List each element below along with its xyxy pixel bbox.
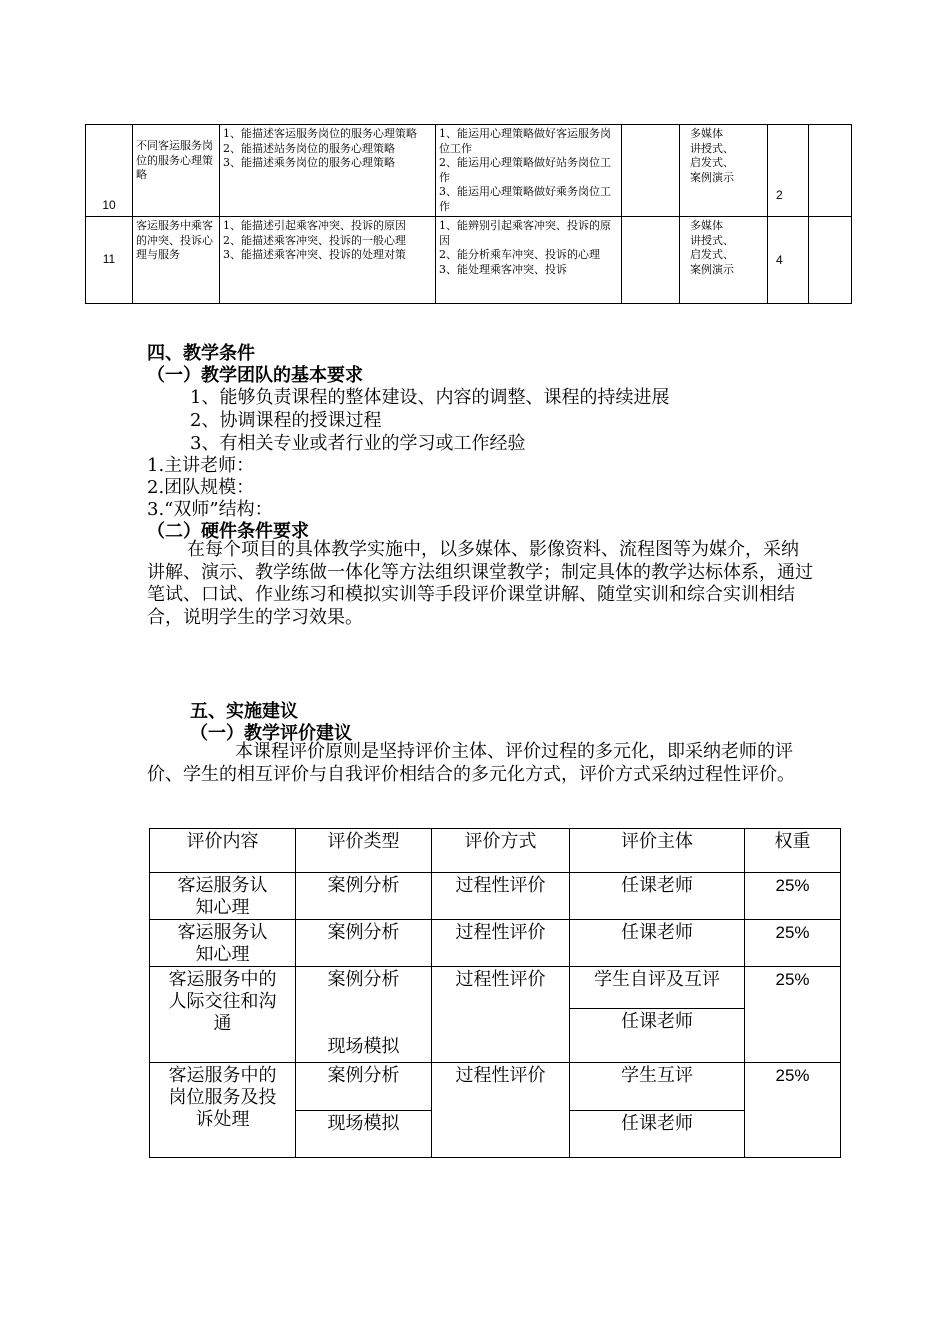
blank-cell [622, 125, 680, 217]
requirement-item: 3、有相关专业或者行业的学习或工作经验 [190, 433, 526, 454]
eval-weight: 25% [745, 967, 841, 1063]
eval-weight: 25% [745, 873, 841, 920]
table-row [86, 125, 852, 217]
row-number: 11 [86, 217, 133, 304]
team-item: 2.团队规模： [147, 477, 255, 498]
eval-type: 案例分析 [296, 967, 432, 1009]
blank-cell [809, 125, 852, 217]
evaluation-paragraph: 本课程评价原则是坚持评价主体、评价过程的多元化，即采纳老师的评价、学生的相互评价与自我评价相结合的多元化方式，评价方式采纳过程性评价。 [147, 741, 795, 785]
eval-content: 客运服务认知心理 [150, 873, 296, 920]
eval-subject: 任课老师 [570, 1111, 745, 1158]
eval-content: 客运服务认知心理 [150, 920, 296, 967]
table-row [150, 1063, 841, 1111]
section-4-title: 四、教学条件 [147, 343, 255, 364]
header-subject: 评价主体 [570, 829, 745, 873]
teaching-plan-table [85, 124, 852, 304]
eval-type: 现场模拟 [296, 1009, 432, 1063]
section-4-sub1: （一）教学团队的基本要求 [147, 365, 363, 386]
eval-type: 案例分析 [296, 1063, 432, 1111]
row-number: 10 [86, 125, 133, 217]
header-type: 评价类型 [296, 829, 432, 873]
eval-method: 过程性评价 [432, 1063, 570, 1158]
skills-cell: 1、能运用心理策略做好客运服务岗位工作 2、能运用心理策略做好站务岗位工作 3、能运用心理策略做好乘务岗位工作 [436, 125, 622, 217]
evaluation-table [149, 828, 841, 1158]
knowledge-cell: 1、能描述引起乘客冲突、投诉的原因 2、能描述乘客冲突、投诉的一般心理 3、能描述乘客冲突、投诉的处理对策 [220, 217, 436, 304]
header-weight: 权重 [745, 829, 841, 873]
section-5-title: 五、实施建议 [190, 701, 298, 722]
eval-subject: 学生自评及互评 [570, 967, 745, 1009]
eval-weight: 25% [745, 1063, 841, 1158]
knowledge-cell: 1、能描述客运服务岗位的服务心理策略 2、能描述站务岗位的服务心理策略 3、能描述乘务岗位的服务心理策略 [220, 125, 436, 217]
eval-type: 现场模拟 [296, 1111, 432, 1158]
eval-method: 过程性评价 [432, 920, 570, 967]
table-row [150, 967, 841, 1009]
eval-subject: 任课老师 [570, 1009, 745, 1063]
table-row [150, 920, 841, 967]
team-item: 3.“双师”结构： [147, 499, 273, 520]
eval-method: 过程性评价 [432, 873, 570, 920]
eval-subject: 学生互评 [570, 1063, 745, 1111]
topic-cell: 客运服务中乘客的冲突、投诉心理与服务 [133, 217, 220, 304]
eval-subject: 任课老师 [570, 873, 745, 920]
eval-method: 过程性评价 [432, 967, 570, 1063]
team-item: 1.主讲老师： [147, 455, 255, 476]
table-row [86, 217, 852, 304]
header-content: 评价内容 [150, 829, 296, 873]
section-4-sub2: （二）硬件条件要求 [147, 521, 309, 542]
eval-content: 客运服务中的岗位服务及投诉处理 [150, 1063, 296, 1158]
section-5-sub1: （一）教学评价建议 [190, 723, 352, 744]
header-method: 评价方式 [432, 829, 570, 873]
method-cell: 多媒体 讲授式、 启发式、 案例演示 [680, 125, 768, 217]
blank-cell [809, 217, 852, 304]
requirement-item: 2、协调课程的授课过程 [190, 410, 382, 431]
eval-type: 案例分析 [296, 920, 432, 967]
hours-cell: 4 [768, 217, 809, 304]
requirement-item: 1、能够负责课程的整体建设、内容的调整、课程的持续进展 [190, 387, 670, 408]
hours-cell: 2 [768, 125, 809, 217]
blank-cell [622, 217, 680, 304]
eval-subject: 任课老师 [570, 920, 745, 967]
skills-cell: 1、能辨别引起乘客冲突、投诉的原因 2、能分析乘车冲突、投诉的心理 3、能处理乘客冲突、投诉 [436, 217, 622, 304]
eval-weight: 25% [745, 920, 841, 967]
hardware-paragraph: 在每个项目的具体教学实施中，以多媒体、影像资料、流程图等为媒介，采纳讲解、演示、教学练做一体化等方法组织课堂教学；制定具体的教学达标体系，通过笔试、口试、作业练习和模拟实训等手段评价课堂讲解、随堂实训和综合实训相结合，说明学生的学习效果。 [147, 539, 813, 628]
table-header-row [150, 829, 841, 873]
eval-content: 客运服务中的人际交往和沟通 [150, 967, 296, 1063]
method-cell: 多媒体 讲授式、 启发式、 案例演示 [680, 217, 768, 304]
table-row [150, 873, 841, 920]
eval-type: 案例分析 [296, 873, 432, 920]
topic-cell: 不同客运服务岗位的服务心理策略 [133, 125, 220, 217]
